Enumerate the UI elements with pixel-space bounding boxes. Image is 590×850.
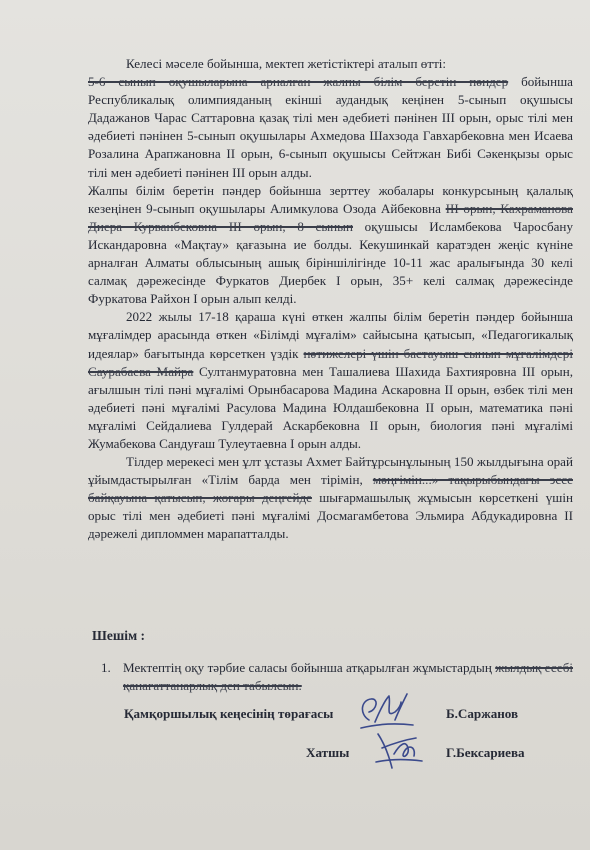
secretary-name: Г.Бексариева <box>446 745 525 760</box>
paragraph-teacher-contest: 2022 жылы 17-18 қараша күні өткен жалпы білім беретін пәндер бойынша мұғалімдер арасында өткен «Білімді мұғалім» сайысына қатысып, «Педагогикалық идеялар» бағытында көрсеткен үздік нәтижелері үшін бастауыш сынып мұғалімдері Саурабаева Майра Султанмуратовна мен Ташалиева Шахида Бахтияровна III орын, ағылшын тілі пәні мұғалімі Орынбасарова Мадина Аскаровна II орын, өзбек тілі мен әдебиеті пәні мұғалімі Расулова Мадина Юлдашбековна II орын, математика пәні мұғалімі Сейдалиева Гулдерай Аскарбековна II орын, биология пәні мұғалімі Жумабекова Сандуғаш Тулеутаевна I орын алды. <box>88 309 573 451</box>
crossed-text: III орын, Кахраманова Диера Курванбековна III орын, 8 сынып <box>88 200 573 234</box>
paragraph-olympiad: 5-6 сынып оқушыларына арналған жалпы білім беретін пәндер бойынша Республикалық олимпияданың екінші аудандық кеңінен 5-сынып оқушысы Дадажанов Чарас Саттаровна қазақ тілі мен әдебиеті пәнінен III орын, орыс тілі мен әдебиеті пәнінен 5-сынып оқушылары Ахмедова Шахзода Гавхарбековна мен Исаева Розалина Арапжановна II орын, 6-сынып оқушысы Сейтжан Бибі Сәкенқызы орыс тілі мен әдебиеті пәнінен III орын алды. <box>88 74 573 180</box>
paragraph-research-projects: Жалпы білім беретін пәндер бойынша зерттеу жобалары конкурсының қалалық кезеңінен 9-сынып оқушылары Алимкулова Озода Айбековна III орын, Кахраманова Диера Курванбековна III орын, 8 сынып оқушысы Исламбекова Чаросбану Искандаровна «Мақтау» қағазына ие болды. Кекушинкай каратэден жеңіс күніне арналған Алматы облысының ашық біріншілігінде 10-11 жас аралығында 30 келі салмақ дәрежесінде Фуркатов Диербек I орын, 35+ келі салмақ дәрежесінде Фуркатова Райхон I орын алып келді. <box>88 182 573 307</box>
list-item-text: Мектептің оқу тәрбие саласы бойынша атқарылған жұмыстардың жылдық есебі қанағаттанарлық деп табылсын. <box>123 660 573 693</box>
paragraph-essay-contest: Тілдер мерекесі мен ұлт ұстазы Ахмет Байтұрсынұлының 150 жылдығына орай ұйымдастырылған «Тілім барда мен тірімін, мәңгімін...» тақырыбындағы эссе байқауына қатысып, жоғары деңгейде шығармашылық жұмысын көрсеткені үшін орыс тілі мен әдебиеті пәні мұғалімі Досмагамбетова Эльмира Абдукадировна II дәрежелі дипломмен марапатталды. <box>88 454 574 542</box>
chair-name: Б.Саржанов <box>446 706 519 721</box>
crossed-text: 5-6 сынып оқушыларына арналған жалпы білім беретін пәндер <box>88 74 509 90</box>
document-body <box>88 55 573 544</box>
secretary-signature-icon <box>370 726 426 774</box>
crossed-text: мәңгімін...» тақырыбындағы эссе байқауына қатысып, жоғары деңгейде <box>88 472 573 506</box>
paragraph-intro: Келесі мәселе бойынша, мектеп жетістіктері аталып өтті: <box>126 56 447 71</box>
list-number: 1. <box>101 660 111 675</box>
decision-list-item <box>101 659 573 695</box>
decision-heading: Шешім : <box>92 628 146 643</box>
crossed-text: жылдық есебі қанағаттанарлық деп табылсын. <box>123 660 573 693</box>
chair-title: Қамқоршылық кеңесінің төрағасы <box>124 706 334 721</box>
secretary-title: Хатшы <box>306 745 350 760</box>
crossed-text: нәтижелері үшін бастауыш сынып мұғалімдері Саурабаева Майра <box>88 345 573 379</box>
